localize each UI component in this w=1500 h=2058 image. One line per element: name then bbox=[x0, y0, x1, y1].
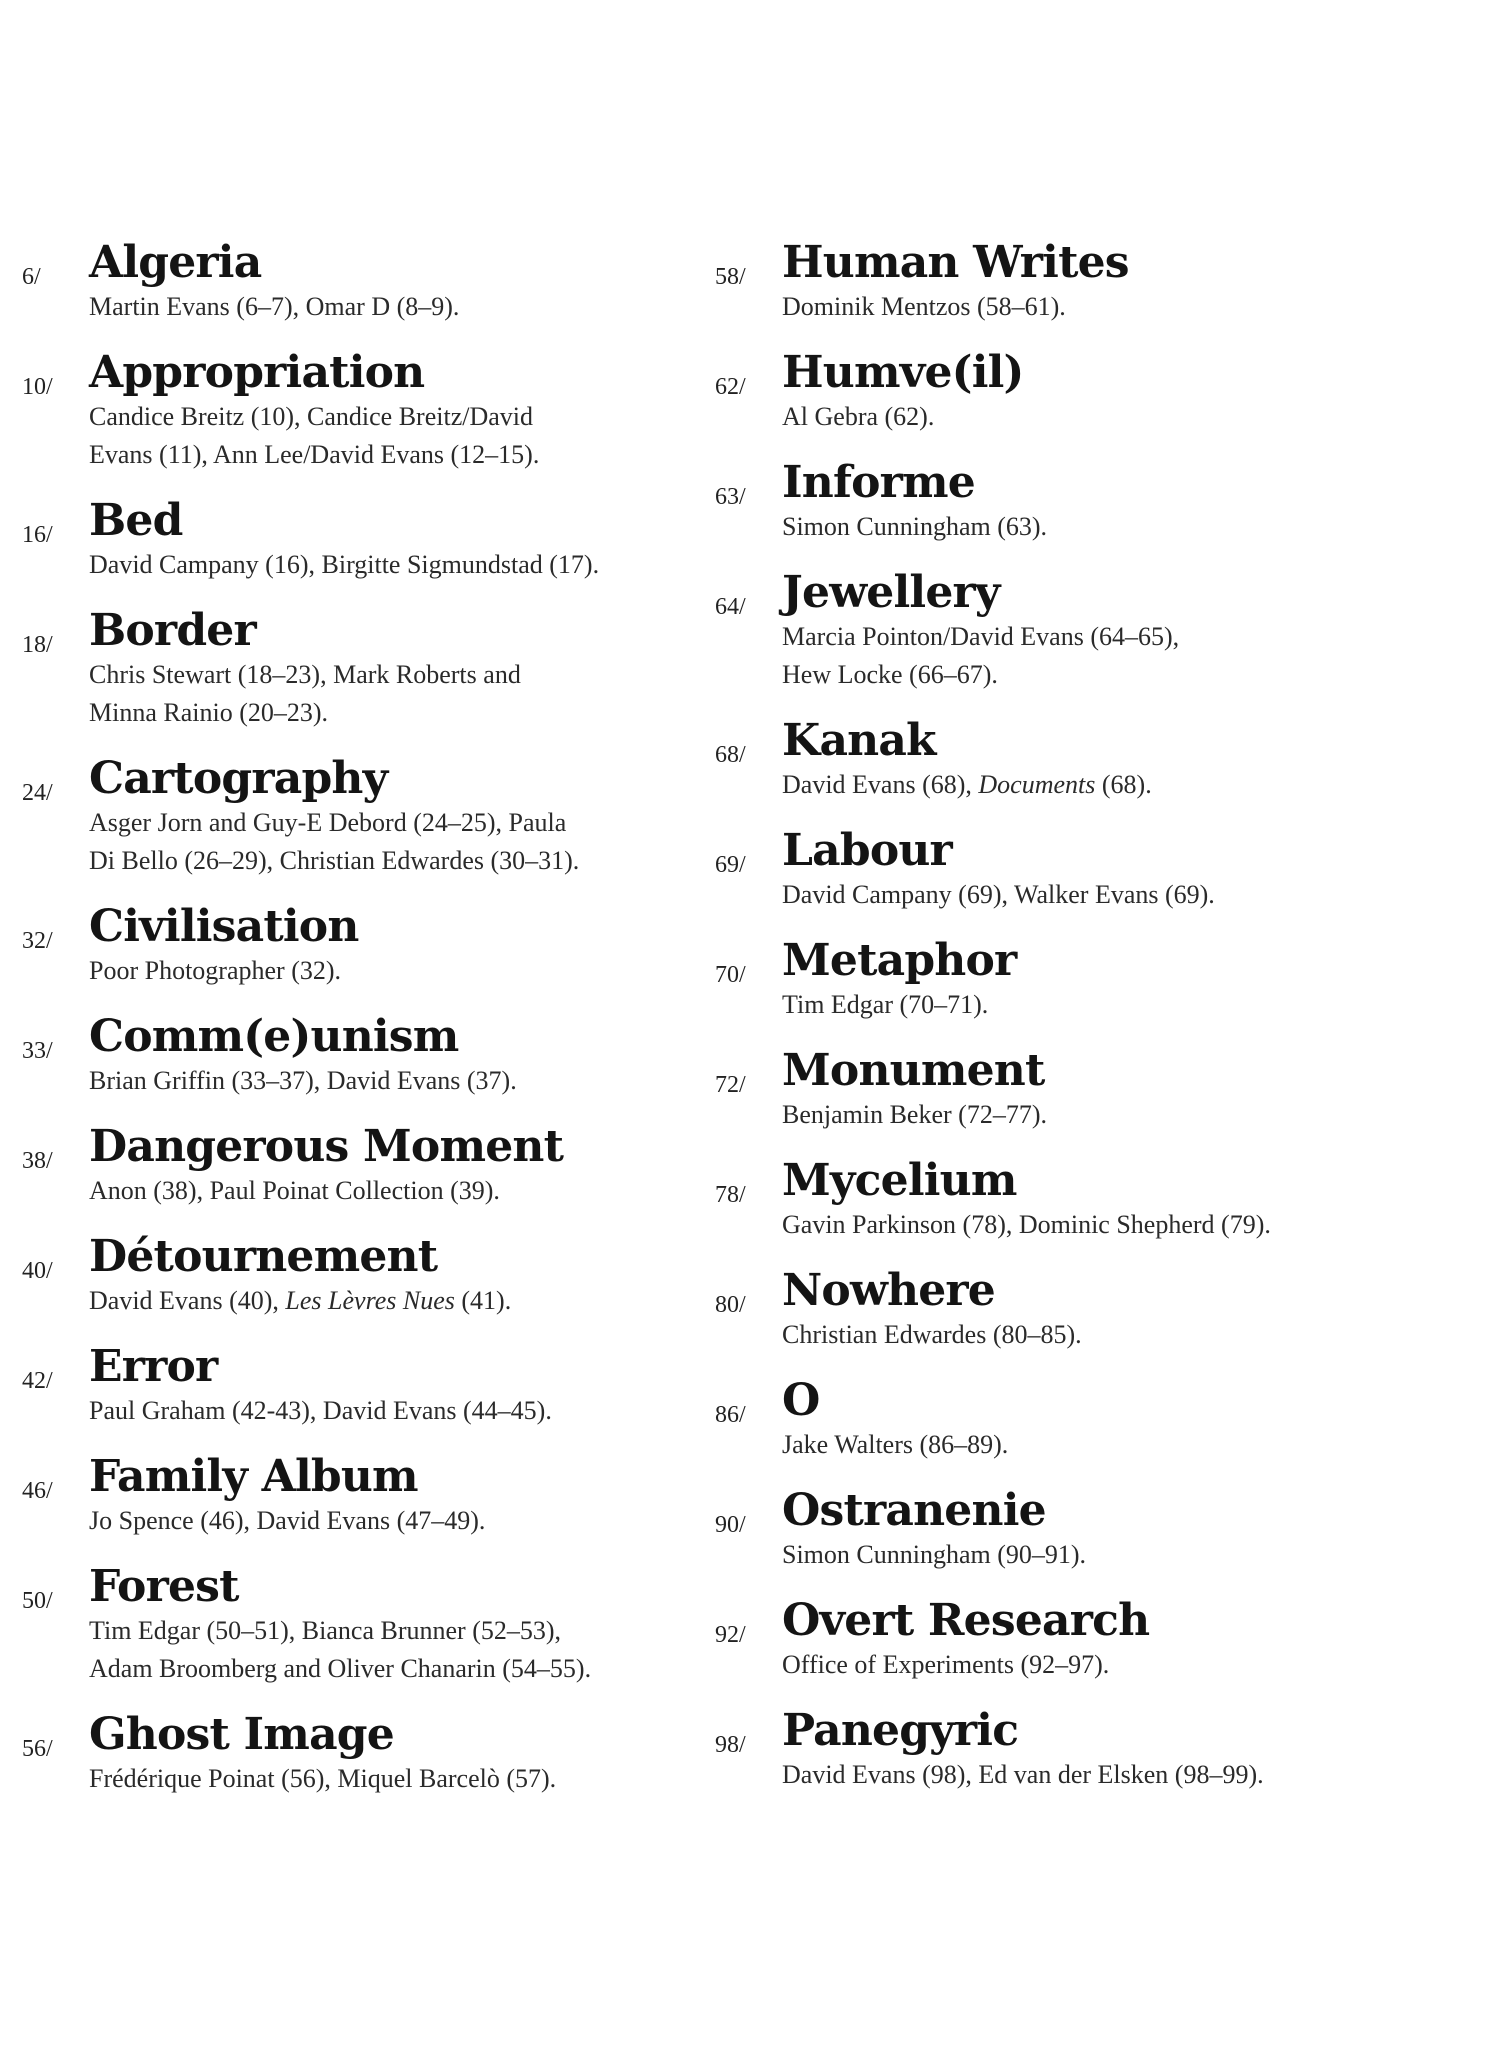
entry-credit: Tim Edgar (50–51), Bianca Brunner (52–53), Adam Broomberg and Oliver Chanarin (54–55). bbox=[89, 1616, 592, 1683]
index-entry bbox=[22, 238, 642, 326]
page-number: 64/ bbox=[715, 594, 746, 620]
left-column bbox=[22, 238, 642, 1820]
index-entry bbox=[715, 568, 1335, 694]
entry-credit: Al Gebra (62). bbox=[782, 402, 935, 431]
index-entry bbox=[22, 1122, 642, 1210]
index-entry bbox=[715, 1046, 1335, 1134]
index-entry bbox=[715, 238, 1335, 326]
entry-title: Border bbox=[89, 605, 256, 656]
credit-italic-title: Les Lèvres Nues bbox=[285, 1286, 455, 1315]
page-number: 46/ bbox=[22, 1478, 53, 1504]
entry-credit: Poor Photographer (32). bbox=[89, 956, 342, 985]
entry-title: Monument bbox=[782, 1045, 1045, 1096]
entry-credit bbox=[782, 766, 1335, 804]
entry-credit bbox=[89, 1282, 642, 1320]
entry-credit: Frédérique Poinat (56), Miquel Barcelò (57). bbox=[89, 1764, 557, 1793]
index-entry bbox=[22, 1562, 642, 1688]
index-entry bbox=[715, 348, 1335, 436]
entry-credit: Chris Stewart (18–23), Mark Roberts and Minna Rainio (20–23). bbox=[89, 660, 521, 727]
entry-title: Labour bbox=[782, 825, 952, 876]
entry-title: Algeria bbox=[89, 237, 262, 288]
page-number: 90/ bbox=[715, 1512, 746, 1538]
page-number: 86/ bbox=[715, 1402, 746, 1428]
entry-title: Dangerous Moment bbox=[89, 1121, 564, 1172]
entry-credit: Christian Edwardes (80–85). bbox=[782, 1320, 1082, 1349]
page-number: 78/ bbox=[715, 1182, 746, 1208]
entry-credit: Jake Walters (86–89). bbox=[782, 1430, 1009, 1459]
entry-credit: Paul Graham (42-43), David Evans (44–45). bbox=[89, 1396, 552, 1425]
entry-credit: Tim Edgar (70–71). bbox=[782, 990, 989, 1019]
page-number: 70/ bbox=[715, 962, 746, 988]
entry-credit: Marcia Pointon/David Evans (64–65), Hew Locke (66–67). bbox=[782, 622, 1180, 689]
page-number: 24/ bbox=[22, 780, 53, 806]
entry-credit: Asger Jorn and Guy-E Debord (24–25), Paula Di Bello (26–29), Christian Edwardes (30–31). bbox=[89, 808, 580, 875]
page-number: 72/ bbox=[715, 1072, 746, 1098]
page-number: 16/ bbox=[22, 522, 53, 548]
index-entry bbox=[22, 754, 642, 880]
entry-credit: Benjamin Beker (72–77). bbox=[782, 1100, 1047, 1129]
page-number: 69/ bbox=[715, 852, 746, 878]
index-entry bbox=[715, 1376, 1335, 1464]
entry-title: Bed bbox=[89, 495, 183, 546]
entry-title: Mycelium bbox=[782, 1155, 1017, 1206]
entry-title: Humve(il) bbox=[782, 347, 1024, 398]
entry-title: Panegyric bbox=[782, 1705, 1019, 1756]
index-entry bbox=[715, 936, 1335, 1024]
page-number: 92/ bbox=[715, 1622, 746, 1648]
entry-title: O bbox=[782, 1375, 820, 1426]
page-number: 62/ bbox=[715, 374, 746, 400]
entry-title: Civilisation bbox=[89, 901, 359, 952]
index-entry bbox=[22, 1342, 642, 1430]
entry-credit: Jo Spence (46), David Evans (47–49). bbox=[89, 1506, 486, 1535]
index-entry bbox=[22, 606, 642, 732]
credit-text: (68). bbox=[1095, 770, 1152, 799]
entry-title: Overt Research bbox=[782, 1595, 1150, 1646]
page-number: 18/ bbox=[22, 632, 53, 658]
index-entry bbox=[715, 1706, 1335, 1794]
entry-title: Ostranenie bbox=[782, 1485, 1046, 1536]
page-number: 58/ bbox=[715, 264, 746, 290]
index-entry bbox=[22, 496, 642, 584]
entry-title: Error bbox=[89, 1341, 218, 1392]
entry-title: Cartography bbox=[89, 753, 388, 804]
entry-title: Human Writes bbox=[782, 237, 1129, 288]
credit-text: (41). bbox=[454, 1286, 512, 1315]
entry-credit: Brian Griffin (33–37), David Evans (37). bbox=[89, 1066, 517, 1095]
entry-title: Ghost Image bbox=[89, 1709, 394, 1760]
page-number: 32/ bbox=[22, 928, 53, 954]
page-number: 38/ bbox=[22, 1148, 53, 1174]
index-entry bbox=[22, 348, 642, 474]
page-number: 40/ bbox=[22, 1258, 53, 1284]
index-entry bbox=[22, 1452, 642, 1540]
entry-title: Family Album bbox=[89, 1451, 418, 1502]
entry-credit: Anon (38), Paul Poinat Collection (39). bbox=[89, 1176, 500, 1205]
page-number: 6/ bbox=[22, 264, 41, 290]
index-entry bbox=[22, 902, 642, 990]
entry-credit: Dominik Mentzos (58–61). bbox=[782, 292, 1066, 321]
entry-title: Détournement bbox=[89, 1231, 438, 1282]
index-entry bbox=[715, 1596, 1335, 1684]
entry-title: Comm(e)unism bbox=[89, 1011, 459, 1062]
index-entry bbox=[715, 1266, 1335, 1354]
entry-credit: Martin Evans (6–7), Omar D (8–9). bbox=[89, 292, 460, 321]
entry-title: Nowhere bbox=[782, 1265, 996, 1316]
page-number: 68/ bbox=[715, 742, 746, 768]
entry-title: Jewellery bbox=[782, 567, 1000, 618]
entry-credit: Simon Cunningham (90–91). bbox=[782, 1540, 1087, 1569]
page-number: 10/ bbox=[22, 374, 53, 400]
credit-text: David Evans (40), bbox=[89, 1286, 286, 1315]
credit-text: David Evans (68), bbox=[782, 770, 979, 799]
index-entry bbox=[715, 826, 1335, 914]
entry-credit: David Evans (98), Ed van der Elsken (98–99). bbox=[782, 1760, 1264, 1789]
credit-italic-title: Documents bbox=[978, 770, 1096, 799]
entry-credit: David Campany (69), Walker Evans (69). bbox=[782, 880, 1215, 909]
index-entry bbox=[715, 1486, 1335, 1574]
entry-credit: Candice Breitz (10), Candice Breitz/David Evans (11), Ann Lee/David Evans (12–15). bbox=[89, 402, 540, 469]
entry-title: Appropriation bbox=[89, 347, 425, 398]
entry-title: Metaphor bbox=[782, 935, 1017, 986]
entry-credit: Simon Cunningham (63). bbox=[782, 512, 1048, 541]
page-number: 33/ bbox=[22, 1038, 53, 1064]
page-number: 42/ bbox=[22, 1368, 53, 1394]
index-entry bbox=[715, 458, 1335, 546]
page-number: 80/ bbox=[715, 1292, 746, 1318]
page-number: 63/ bbox=[715, 484, 746, 510]
right-column bbox=[715, 238, 1335, 1816]
page-number: 56/ bbox=[22, 1736, 53, 1762]
index-entry bbox=[715, 1156, 1335, 1244]
entry-title: Informe bbox=[782, 457, 975, 508]
index-entry bbox=[22, 1710, 642, 1798]
entry-title: Kanak bbox=[782, 715, 936, 766]
entry-credit: Office of Experiments (92–97). bbox=[782, 1650, 1110, 1679]
index-entry bbox=[715, 716, 1335, 804]
entry-title: Forest bbox=[89, 1561, 239, 1612]
entry-credit: David Campany (16), Birgitte Sigmundstad (17). bbox=[89, 550, 600, 579]
index-entry bbox=[22, 1232, 642, 1320]
page-number: 98/ bbox=[715, 1732, 746, 1758]
entry-credit: Gavin Parkinson (78), Dominic Shepherd (79). bbox=[782, 1210, 1271, 1239]
index-entry bbox=[22, 1012, 642, 1100]
page-number: 50/ bbox=[22, 1588, 53, 1614]
